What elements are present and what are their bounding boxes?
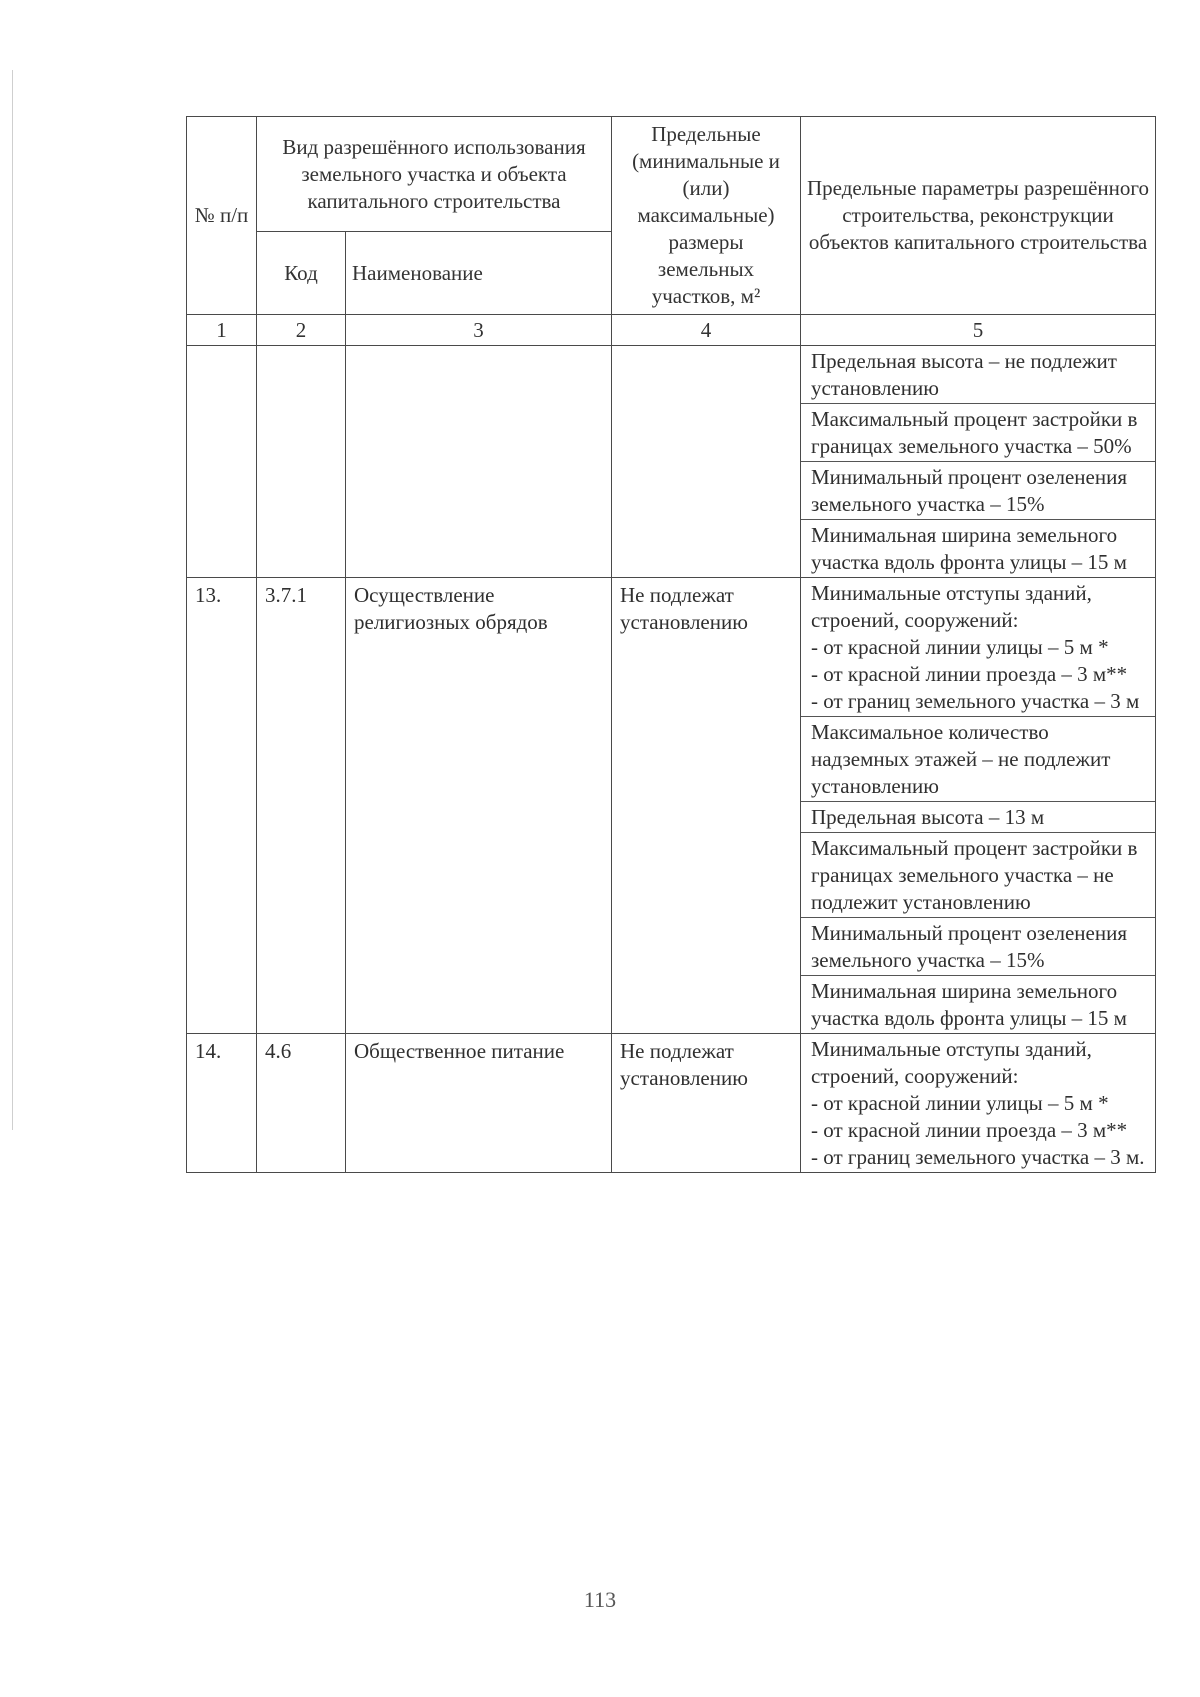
row-name-cell bbox=[346, 346, 612, 578]
param-item: Минимальная ширина земельного участка вдоль фронта улицы – 15 м bbox=[801, 975, 1155, 1033]
param-list bbox=[801, 346, 1155, 577]
header-size: Предельные (минимальные и (или) максимальные) размеры земельных участков, м² bbox=[612, 117, 801, 315]
row-num-cell bbox=[187, 346, 257, 578]
param-item: Предельная высота – 13 м bbox=[801, 801, 1155, 832]
table-row bbox=[187, 578, 1156, 1034]
zoning-parameters-table bbox=[186, 116, 1156, 1173]
scan-edge-mark bbox=[12, 70, 13, 1130]
param-item: Минимальный процент озеленения земельного участка – 15% bbox=[801, 917, 1155, 975]
row-params-cell bbox=[801, 1034, 1156, 1173]
row-num-cell: 13. bbox=[187, 578, 257, 1034]
row-num-cell: 14. bbox=[187, 1034, 257, 1173]
param-item: Предельная высота – не подлежит установлению bbox=[811, 349, 1117, 400]
param-item: Минимальные отступы зданий, строений, сооружений: - от красной линии улицы – 5 м * - от красной линии проезда – 3 м** - от границ земельного участка – 3 м. bbox=[811, 1037, 1145, 1169]
header-name: Наименование bbox=[346, 232, 612, 315]
table-header bbox=[187, 117, 1156, 346]
page-number: 113 bbox=[583, 1587, 617, 1612]
row-size-cell: Не подлежат установлению bbox=[612, 578, 801, 1034]
row-code-cell bbox=[257, 346, 346, 578]
param-item: Минимальные отступы зданий, строений, сооружений: - от красной линии улицы – 5 м * - от красной линии проезда – 3 м** - от границ земельного участка – 3 м bbox=[811, 581, 1140, 713]
column-number: 3 bbox=[346, 315, 612, 346]
column-number: 4 bbox=[612, 315, 801, 346]
row-params-cell bbox=[801, 578, 1156, 1034]
param-item: Минимальный процент озеленения земельного участка – 15% bbox=[801, 461, 1155, 519]
column-number: 2 bbox=[257, 315, 346, 346]
table-row bbox=[187, 346, 1156, 578]
table-row bbox=[187, 1034, 1156, 1173]
header-num: № п/п bbox=[187, 117, 257, 315]
header-code: Код bbox=[257, 232, 346, 315]
column-number-row bbox=[187, 315, 1156, 346]
row-params-cell bbox=[801, 346, 1156, 578]
row-size-cell: Не подлежат установлению bbox=[612, 1034, 801, 1173]
row-code-cell: 3.7.1 bbox=[257, 578, 346, 1034]
header-params: Предельные параметры разрешённого строительства, реконструкции объектов капитального строительства bbox=[801, 117, 1156, 315]
row-name-cell: Осуществление религиозных обрядов bbox=[346, 578, 612, 1034]
row-code-cell: 4.6 bbox=[257, 1034, 346, 1173]
param-list bbox=[801, 1034, 1155, 1172]
param-item: Минимальная ширина земельного участка вдоль фронта улицы – 15 м bbox=[801, 519, 1155, 577]
column-number: 1 bbox=[187, 315, 257, 346]
row-name-cell: Общественное питание bbox=[346, 1034, 612, 1173]
column-number: 5 bbox=[801, 315, 1156, 346]
param-list bbox=[801, 578, 1155, 1033]
param-item: Максимальный процент застройки в границах земельного участка – 50% bbox=[801, 403, 1155, 461]
table-body bbox=[187, 346, 1156, 1173]
param-item: Максимальное количество надземных этажей – не подлежит установлению bbox=[801, 716, 1155, 801]
header-use-group: Вид разрешённого использования земельного участка и объекта капитального строительства bbox=[257, 117, 612, 232]
param-item: Максимальный процент застройки в границах земельного участка – не подлежит установлению bbox=[801, 832, 1155, 917]
row-size-cell bbox=[612, 346, 801, 578]
